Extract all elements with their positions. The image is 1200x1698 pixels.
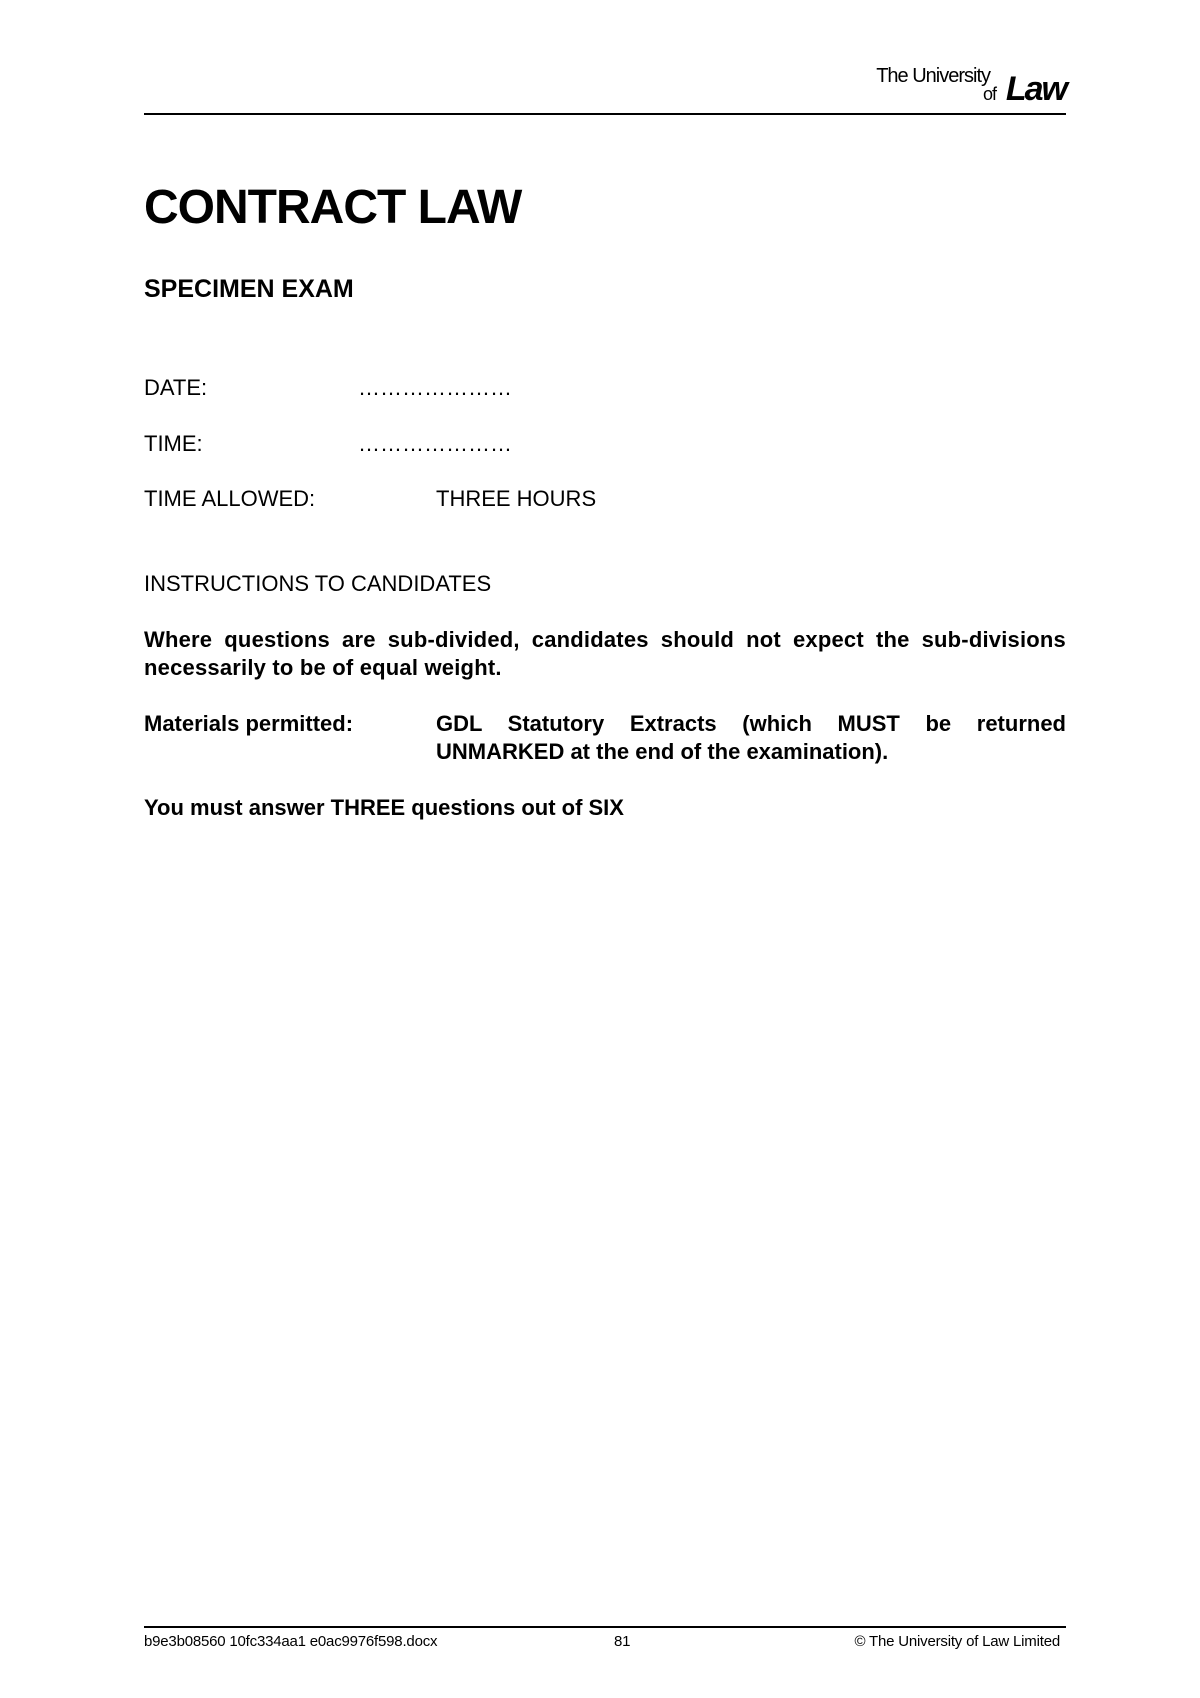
logo-wordmark-law: Law (1005, 70, 1066, 108)
logo-line-university: The University (876, 65, 990, 87)
footer-copyright: © The University of Law Limited (854, 1633, 1060, 1650)
document-title: CONTRACT LAW (144, 181, 522, 234)
footer-page-number: 81 (614, 1633, 631, 1650)
time-allowed-value: THREE HOURS (436, 486, 597, 511)
footer-filename: b9e3b08560 10fc334aa1 e0ac9976f598.docx (144, 1633, 438, 1650)
time-value: ………………… (358, 431, 512, 456)
materials-permitted-value: GDL Statutory Extracts (which MUST be returned UNMARKED at the end of the examination). (436, 711, 1066, 764)
logo-line-of: of (982, 84, 996, 104)
time-label: TIME: (144, 431, 203, 456)
footer-divider (144, 1626, 1066, 1628)
document-subtitle: SPECIMEN EXAM (144, 275, 354, 303)
subdivision-note: Where questions are sub-divided, candidates should not expect the sub-divisions necessarily to be of equal weight. (144, 627, 1066, 680)
materials-permitted-label: Materials permitted: (144, 711, 354, 736)
answer-requirement: You must answer THREE questions out of SIX (144, 795, 624, 820)
header-divider (144, 113, 1066, 115)
instructions-heading: INSTRUCTIONS TO CANDIDATES (144, 571, 492, 596)
time-allowed-label: TIME ALLOWED: (144, 486, 316, 511)
date-label: DATE: (144, 375, 208, 400)
university-logo (866, 66, 1066, 106)
date-value: ………………… (358, 375, 512, 400)
